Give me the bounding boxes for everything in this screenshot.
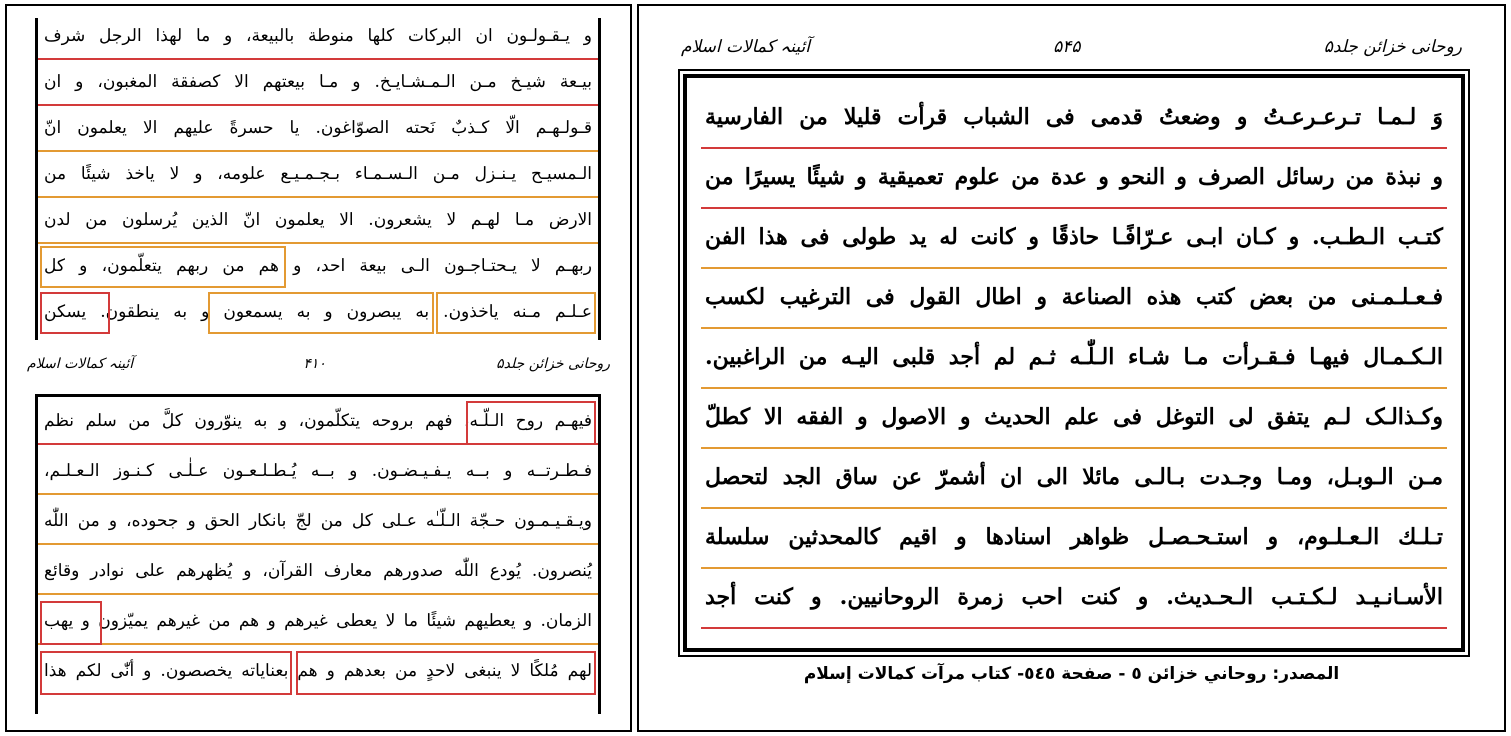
text-line: لهم مُلكًا لا ينبغى لاحدٍ من بعدهم و هم بعناياته يخصصون. و أنّٰى لكم هذا — [44, 661, 592, 681]
text-line: قـولـهـم الّا كـذبٌ نَحته الصوّاغون. يا حسرةً عليهم الا يعلمون انّ — [38, 110, 598, 152]
text-line: بيـعة شيـخ مـن الـمـشـايـخ. و مـا بيعتهم الا كصفقة المغبون، و ان — [38, 64, 598, 106]
text-line: و يـقـولـون ان البركات كلها منوطة بالبيعة، و ما لهذا الرجل شرف — [38, 18, 598, 60]
highlight-box — [436, 292, 596, 334]
right-text-block — [701, 92, 1447, 640]
header-volume: روحانى خزائن جلد۵ — [496, 356, 610, 372]
text-line: فـطـرتــه و بــه يـفـيـضـون. و بــه يُـطـلـعـون عـلٰـى كـنـوز الـعـلـم، — [38, 453, 598, 495]
highlight-box — [296, 651, 596, 695]
text-line: مـن الـوبـل، ومـا وجـدت بـالـى مائلا الى ان أشمرّ عن ساق الجد لتحصل — [701, 452, 1447, 509]
highlight-box — [40, 651, 292, 695]
left-page-header — [27, 356, 610, 372]
text-line: وكـذالـک لـم يتفق لى التوغل فى علم الحديث و الاصول و الفقه الا كطلّ — [701, 392, 1447, 449]
highlight-box — [208, 292, 434, 334]
text-line: كتـب الـطـب. و كـان ابـى عـرّافًـا حاذقًا و كانت له يد طولى فى هذا الفن — [701, 212, 1447, 269]
text-line: يُنصرون. يُودع اللّٰه صدورهم معارف القرآن، و يُظهرهم على نوادر وقائع — [38, 553, 598, 595]
header-page-number: ۵۴۵ — [1053, 36, 1081, 57]
right-text-frame — [683, 74, 1465, 652]
text-line: و نبذة من رسائل الصرف و النحو و عدة من علوم تعميقية و شيئًا يسيرًا من — [701, 152, 1447, 209]
highlight-box — [466, 401, 596, 445]
highlight-box — [40, 246, 286, 288]
highlight-box — [40, 292, 110, 334]
text-line: ربهـم لا يـحتـاجـون الـى بيعة احد، و هم من ربهم يتعلّمون، و كل — [44, 256, 592, 276]
text-line: تـلـك الـعـلـوم، و استـحـصـل ظواهر اسنادها و اقيم كالمحدثين سلسلة — [701, 512, 1447, 569]
left-top-text-block — [35, 18, 601, 340]
left-bottom-text-block — [35, 394, 601, 714]
text-line: الارض مـا لهـم لا يشعرون. الا يعلمون انّ الذين يُرسلون من لدن — [38, 202, 598, 244]
left-page-panel — [5, 4, 632, 732]
text-line: الأسـانـيـد لـكـتـب الـحـديث. و كنت احب زمرة الروحانيين. و كنت أجد — [701, 572, 1447, 629]
right-page-header — [681, 36, 1462, 57]
header-book-title: آئینہ کمالات اسلام — [681, 37, 810, 57]
text-line: الزمان. و يعطيهم شيئًا ما لا يعطى غيرهم و هم من غيرهم يميّزون و يهب — [38, 603, 598, 645]
text-line: الـمسيـح يـنـزل مـن الـسـمـاء بـجـمـيـع علومه، و لا ياخذ شيئًا من — [38, 156, 598, 198]
text-line: فـعـلـمـنى من بعض كتب هذه الصناعة و اطال القول فى الترغيب لكسب — [701, 272, 1447, 329]
text-line: عـلـم مـنه ياخذون. به يبصرون و به يسمعون و به ينطقون. يسكن — [44, 302, 592, 322]
text-line: الـكـمـال فيهـا فـقـرأت مـا شـاء الـلّٰـه ثـم لم أجد قلبى اليـه من الراغبين. — [701, 332, 1447, 389]
text-line: ويـقـيـمـون حـجّة الـلّـٰه عـلى كل من لجّ بانكار الحق و جحوده، و من اللّٰه — [38, 503, 598, 545]
text-line: وَ لـمـا تـرعـرعـتُ و وضعتُ قدمى فى الشباب قرأت قليلا من الفارسية — [701, 92, 1447, 149]
right-page-panel — [637, 4, 1506, 732]
text-line: فيهـم روح الـلّـه، فهم بروحه يتكلّمون، و به ينوّرون كلَّ من سلم نظم — [38, 403, 598, 445]
header-volume: روحانى خزائن جلد۵ — [1323, 36, 1462, 57]
header-book-title: آئینہ کمالات اسلام — [27, 356, 134, 372]
header-page-number: ۴۱۰ — [303, 356, 326, 372]
highlight-box — [40, 601, 102, 645]
source-citation: المصدر: روحاني خزائن ٥ - صفحة ٥٤٥- كتاب مرآت كمالات إسلام — [803, 664, 1340, 684]
